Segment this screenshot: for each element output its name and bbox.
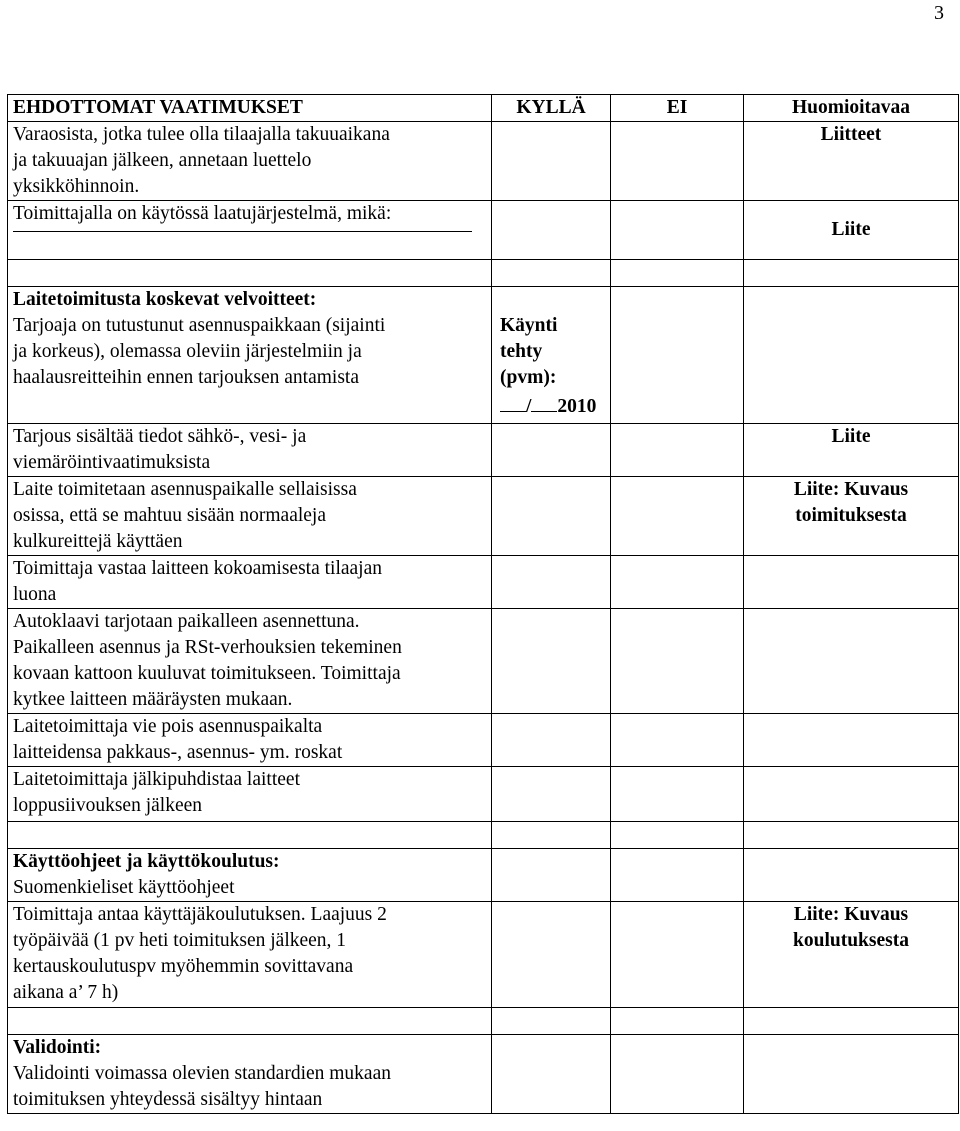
text-line: laitteidensa pakkaus-, asennus- ym. roskat: [13, 742, 343, 763]
attachment-note: Liite: [744, 201, 959, 260]
text-line: yksikköhinnoin.: [13, 176, 140, 197]
text-line: viemäröintivaatimuksista: [13, 452, 211, 473]
assembly-cell: [8, 556, 492, 609]
text-line: Laite toimitetaan asennuspaikalle sellaisissa: [13, 479, 357, 500]
installation-cell: [8, 609, 492, 714]
visit-done-cell: [492, 287, 611, 424]
table-row: [8, 477, 959, 556]
yes-cell: [492, 424, 611, 477]
note-line: koulutuksesta: [793, 930, 909, 951]
no-cell: [611, 477, 744, 556]
table-row: [8, 424, 959, 477]
yes-cell: [492, 122, 611, 201]
text-line: Laitetoimittaja vie pois asennuspaikalta: [13, 716, 323, 737]
text-line: Suomenkieliset käyttöohjeet: [13, 877, 235, 898]
section-heading: Käyttöohjeet ja käyttökoulutus:: [13, 851, 280, 872]
requirements-table: [7, 94, 959, 1114]
no-cell: [611, 424, 744, 477]
empty-row: [8, 822, 959, 849]
yes-cell: [492, 477, 611, 556]
note-line: Liite: Kuvaus: [793, 479, 909, 500]
text-line: loppusiivouksen jälkeen: [13, 795, 203, 816]
text-line: kytkee laitteen määräysten mukaan.: [13, 689, 293, 710]
visit-date-field: / 2010: [500, 391, 610, 420]
header-no: EI: [611, 95, 744, 122]
table-row: [8, 556, 959, 609]
empty-row: [8, 260, 959, 287]
table-row: [8, 1035, 959, 1114]
text-line: ja korkeus), olemassa oleviin järjestelmiin ja: [13, 341, 362, 362]
text-line: Tarjoaja on tutustunut asennuspaikkaan (sijainti: [13, 315, 386, 336]
manuals-cell: [8, 849, 492, 902]
section-heading: Laitetoimitusta koskevat velvoitteet:: [13, 289, 317, 310]
text-line: ja takuuajan jälkeen, annetaan luettelo: [13, 150, 312, 171]
header-yes: KYLLÄ: [492, 95, 611, 122]
text-line: osissa, että se mahtuu sisään normaaleja: [13, 505, 326, 526]
text-line: työpäivää (1 pv heti toimituksen jälkeen, 1: [13, 930, 347, 951]
quality-system-cell: [8, 201, 492, 260]
text-line: haalausreitteihin ennen tarjouksen antamista: [13, 367, 360, 388]
table-row: [8, 767, 959, 822]
notes-cell: [744, 287, 959, 424]
training-description-note: [744, 902, 959, 1008]
text-line: Laitetoimittaja jälkipuhdistaa laitteet: [13, 769, 300, 790]
text-line: aikana a’ 7 h): [13, 982, 119, 1003]
no-cell: [611, 201, 744, 260]
attachment-note: Liite: [744, 424, 959, 477]
offer-info-cell: [8, 424, 492, 477]
table-row: [8, 902, 959, 1008]
note-line: Liite: Kuvaus: [793, 904, 909, 925]
table-row: [8, 849, 959, 902]
text-line: kovaan kattoon kuuluvat toimitukseen. Toimittaja: [13, 663, 401, 684]
visit-label: (pvm):: [500, 367, 557, 388]
text-line: Validointi voimassa olevien standardien mukaan: [13, 1063, 391, 1084]
note-line: toimituksesta: [795, 505, 907, 526]
table-row: [8, 201, 959, 260]
empty-row: [8, 1008, 959, 1035]
delivery-description-note: [744, 477, 959, 556]
table-row: [8, 714, 959, 767]
table-header-row: [8, 95, 959, 122]
table-row: [8, 122, 959, 201]
text-line: luona: [13, 584, 57, 605]
text-line: Varaosista, jotka tulee olla tilaajalla takuuaikana: [13, 124, 390, 145]
section-heading: Validointi:: [13, 1037, 102, 1058]
text-line: toimituksen yhteydessä sisältyy hintaan: [13, 1089, 323, 1110]
text-line: kertauskoulutuspv myöhemmin sovittavana: [13, 956, 354, 977]
text-line: Autoklaavi tarjotaan paikalleen asennettuna.: [13, 611, 360, 632]
yes-cell: [492, 201, 611, 260]
text-line: kulkureittejä käyttäen: [13, 531, 183, 552]
visit-label: tehty: [500, 341, 543, 362]
waste-removal-cell: [8, 714, 492, 767]
text-line: Paikalleen asennus ja RSt-verhouksien tekeminen: [13, 637, 402, 658]
training-cell: [8, 902, 492, 1008]
spare-parts-cell: [8, 122, 492, 201]
visit-label: Käynti: [500, 315, 558, 336]
delivery-obligations-cell: [8, 287, 492, 424]
cleaning-cell: [8, 767, 492, 822]
text-line: Toimittaja antaa käyttäjäkoulutuksen. Laajuus 2: [13, 904, 387, 925]
header-requirements: EHDOTTOMAT VAATIMUKSET: [8, 95, 492, 122]
text-line: Toimittaja vastaa laitteen kokoamisesta tilaajan: [13, 558, 383, 579]
no-cell: [611, 287, 744, 424]
text-line: Toimittajalla on käytössä laatujärjestelmä, mikä:: [13, 203, 392, 224]
attachments-note: Liitteet: [744, 122, 959, 201]
page-number: 3: [934, 2, 944, 24]
delivery-parts-cell: [8, 477, 492, 556]
text-line: Tarjous sisältää tiedot sähkö-, vesi- ja: [13, 426, 307, 447]
table-row: [8, 287, 959, 424]
no-cell: [611, 122, 744, 201]
table-row: [8, 609, 959, 714]
validation-cell: [8, 1035, 492, 1114]
header-notes: Huomioitavaa: [744, 95, 959, 122]
